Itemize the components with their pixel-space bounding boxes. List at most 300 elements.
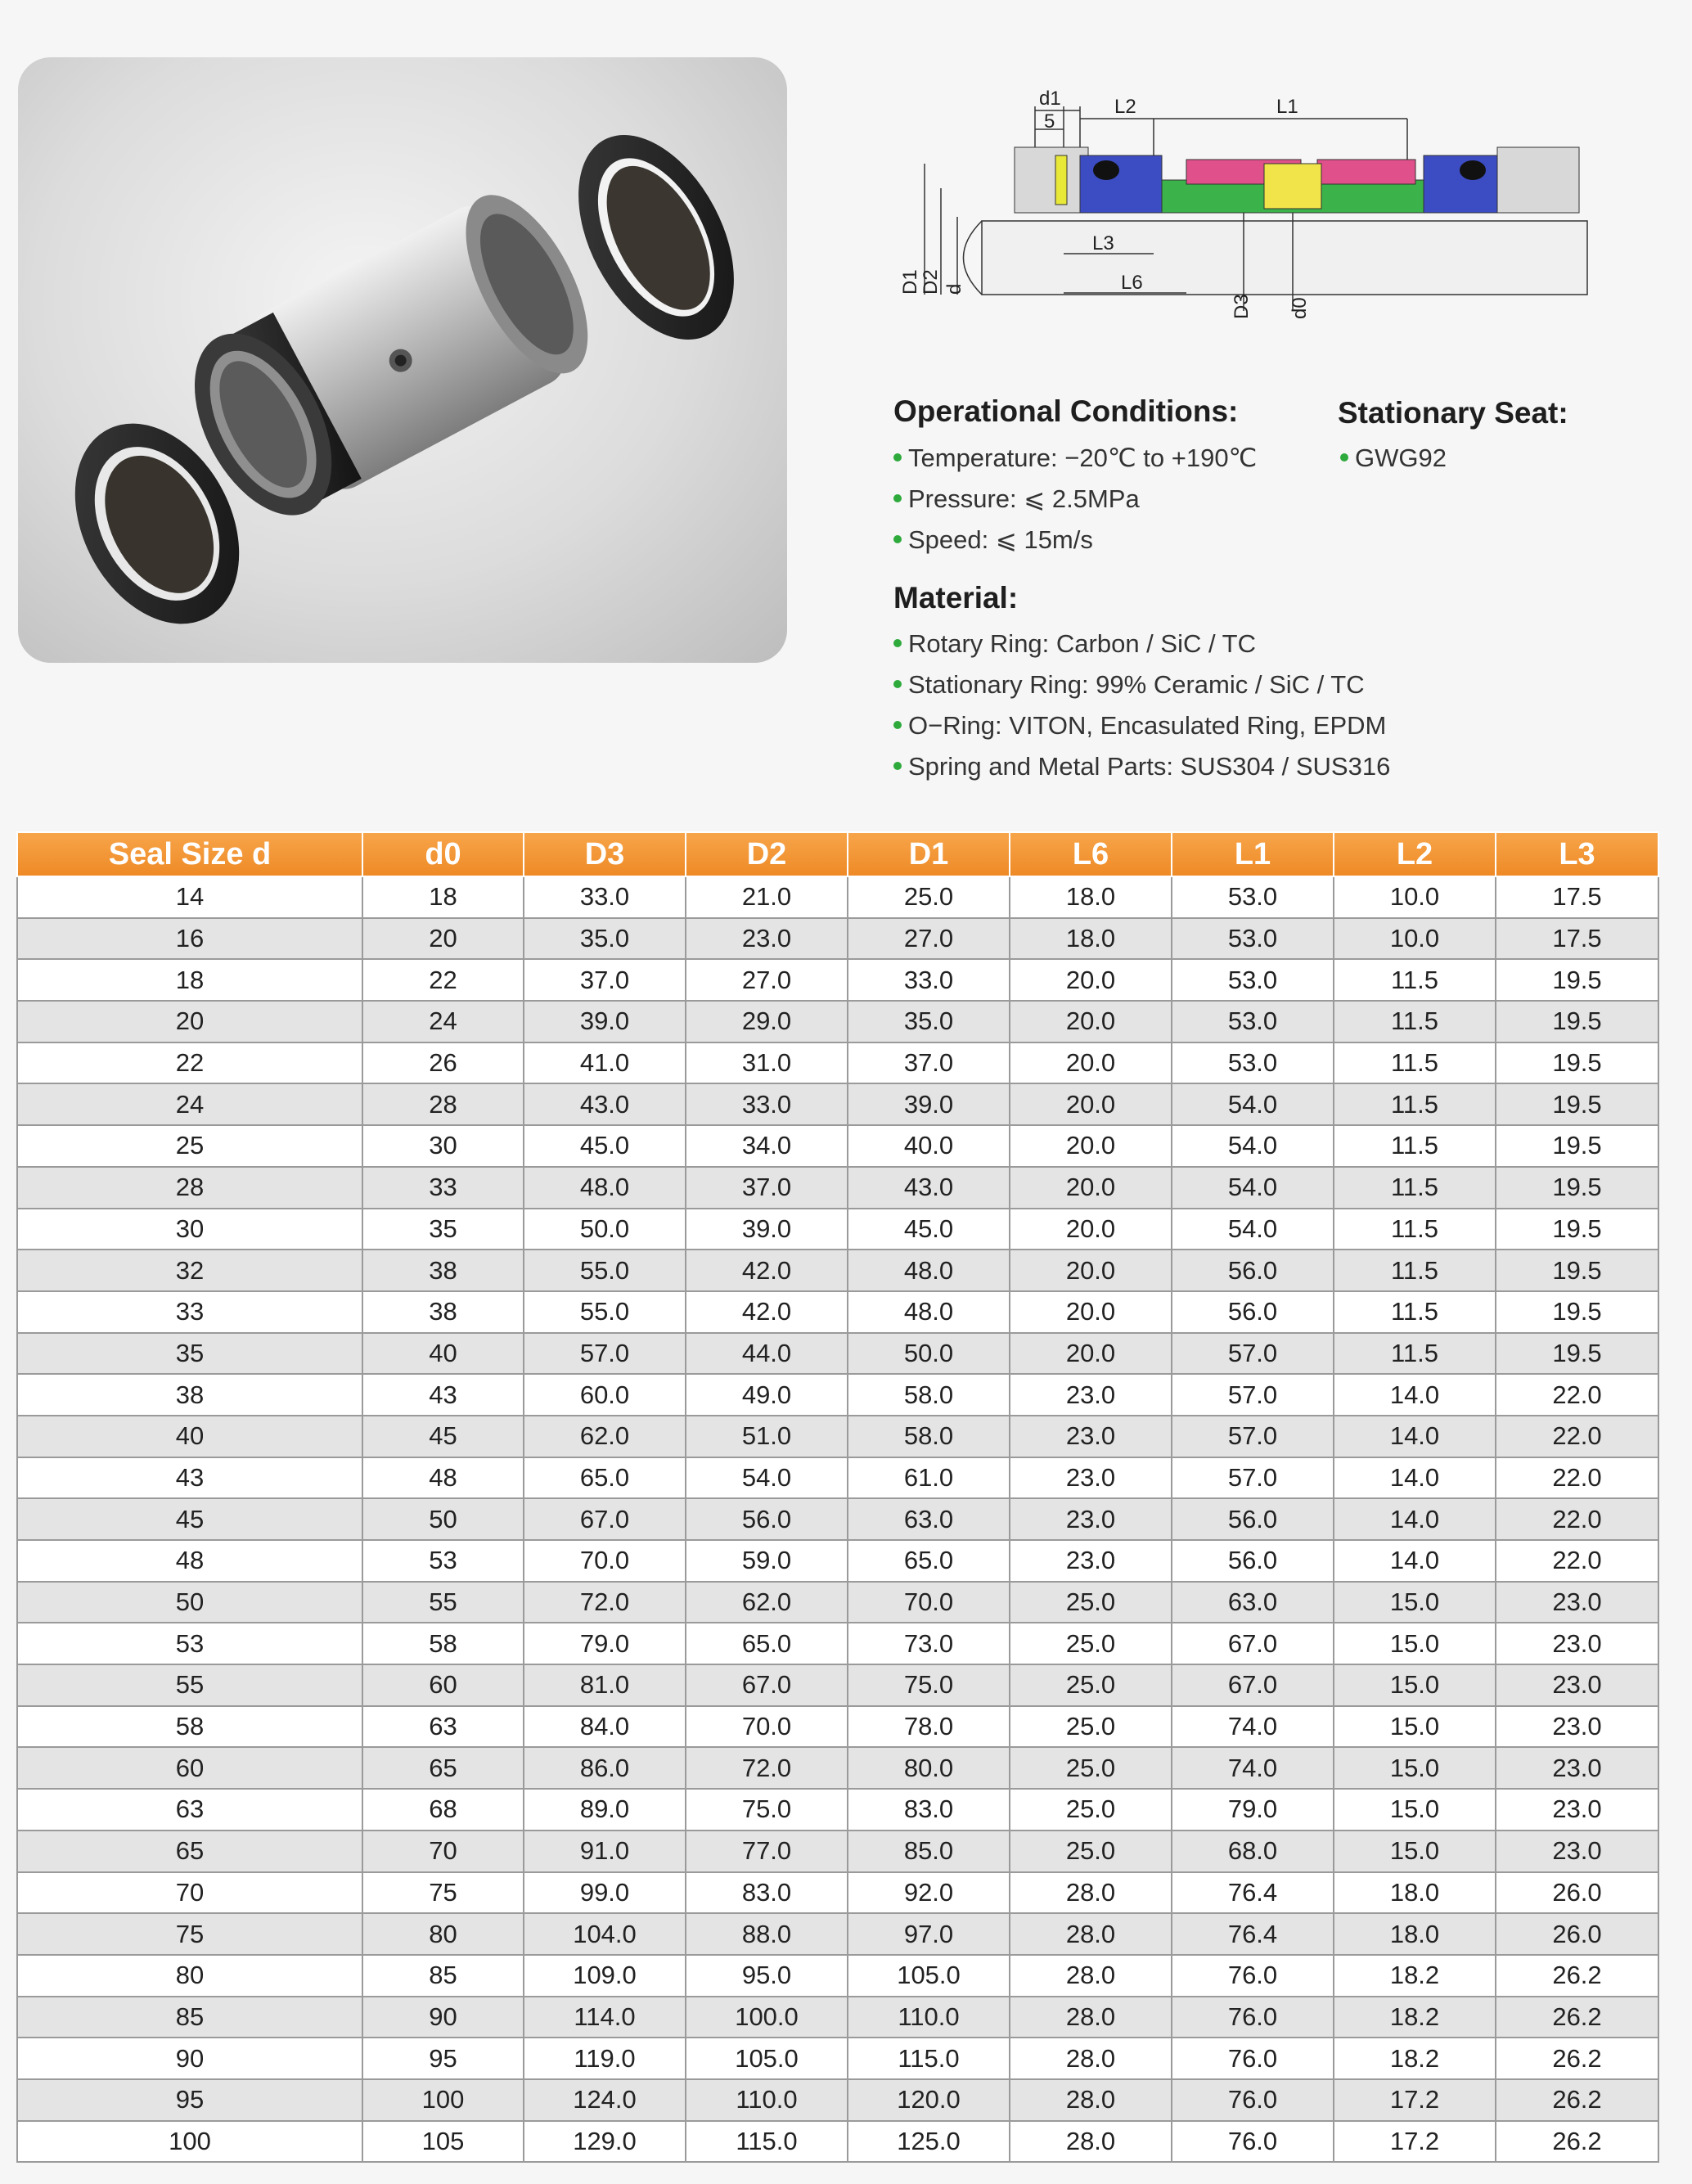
table-cell: 91.0 (524, 1831, 686, 1872)
table-cell: 72.0 (686, 1747, 848, 1789)
table-cell: 43.0 (524, 1083, 686, 1125)
table-cell: 50 (362, 1498, 524, 1540)
material-list (893, 624, 1390, 787)
table-cell: 39.0 (848, 1083, 1010, 1125)
dim-label-D1: D1 (899, 269, 921, 295)
stationary-seat-title: Stationary Seat: (1338, 396, 1568, 430)
table-cell: 99.0 (524, 1872, 686, 1914)
list-item: Temperature: −20℃ to +190℃ (893, 438, 1257, 479)
table-cell: 15.0 (1334, 1831, 1496, 1872)
table-cell: 11.5 (1334, 1125, 1496, 1167)
table-cell: 70 (362, 1831, 524, 1872)
table-cell: 57.0 (1172, 1374, 1334, 1416)
table-cell: 56.0 (1172, 1540, 1334, 1582)
table-cell: 51.0 (686, 1416, 848, 1457)
table-cell: 19.5 (1496, 1250, 1658, 1291)
table-cell: 63 (362, 1706, 524, 1748)
table-cell: 15.0 (1334, 1789, 1496, 1831)
table-cell: 65 (17, 1831, 362, 1872)
table-cell: 37.0 (848, 1042, 1010, 1084)
dim-label-d: d (943, 283, 965, 295)
table-cell: 110.0 (686, 2079, 848, 2121)
table-cell: 63.0 (848, 1498, 1010, 1540)
dim-label-D3: D3 (1231, 294, 1253, 319)
table-cell: 20.0 (1010, 1209, 1172, 1250)
table-cell: 26.0 (1496, 1913, 1658, 1955)
bullet-icon (893, 762, 902, 770)
table-cell: 43.0 (848, 1167, 1010, 1209)
table-cell: 115.0 (848, 2038, 1010, 2079)
table-row (17, 2038, 1658, 2079)
table-row (17, 2121, 1658, 2163)
table-cell: 23.0 (1010, 1498, 1172, 1540)
table-cell: 76.4 (1172, 1913, 1334, 1955)
table-cell: 27.0 (686, 959, 848, 1001)
table-cell: 23.0 (686, 918, 848, 960)
table-cell: 58.0 (848, 1374, 1010, 1416)
table-cell: 50.0 (524, 1209, 686, 1250)
table-cell: 120.0 (848, 2079, 1010, 2121)
operational-conditions-title: Operational Conditions: (893, 394, 1239, 428)
table-cell: 35.0 (524, 918, 686, 960)
table-cell: 53 (362, 1540, 524, 1582)
table-row (17, 1582, 1658, 1623)
table-cell: 76.0 (1172, 2121, 1334, 2163)
table-cell: 20.0 (1010, 1291, 1172, 1333)
table-cell: 23.0 (1496, 1747, 1658, 1789)
table-cell: 105.0 (686, 2038, 848, 2079)
table-cell: 85 (17, 1997, 362, 2038)
table-cell: 17.2 (1334, 2121, 1496, 2163)
table-cell: 53.0 (1172, 1042, 1334, 1084)
table-cell: 38 (362, 1250, 524, 1291)
dimensions-table (16, 831, 1659, 2163)
table-cell: 80 (362, 1913, 524, 1955)
table-cell: 26.2 (1496, 2121, 1658, 2163)
table-cell: 28.0 (1010, 1997, 1172, 2038)
table-cell: 90 (362, 1997, 524, 2038)
table-cell: 11.5 (1334, 1291, 1496, 1333)
table-cell: 11.5 (1334, 1250, 1496, 1291)
table-cell: 22.0 (1496, 1498, 1658, 1540)
table-row (17, 1374, 1658, 1416)
table-cell: 26.2 (1496, 1955, 1658, 1997)
table-cell: 18.0 (1334, 1913, 1496, 1955)
table-body (17, 876, 1658, 2162)
table-cell: 56.0 (1172, 1250, 1334, 1291)
column-header: D2 (686, 832, 848, 876)
table-cell: 76.0 (1172, 1997, 1334, 2038)
table-cell: 20.0 (1010, 1333, 1172, 1375)
table-cell: 23.0 (1496, 1706, 1658, 1748)
column-header: D3 (524, 832, 686, 876)
table-cell: 129.0 (524, 2121, 686, 2163)
table-cell: 26.2 (1496, 2038, 1658, 2079)
table-cell: 67.0 (686, 1664, 848, 1706)
table-row (17, 1664, 1658, 1706)
table-cell: 83.0 (686, 1872, 848, 1914)
table-cell: 76.0 (1172, 2038, 1334, 2079)
table-cell: 54.0 (1172, 1125, 1334, 1167)
list-item: Stationary Ring: 99% Ceramic / SiC / TC (893, 664, 1390, 705)
table-row (17, 1913, 1658, 1955)
table-cell: 25.0 (1010, 1789, 1172, 1831)
table-cell: 100 (362, 2079, 524, 2121)
table-cell: 14.0 (1334, 1498, 1496, 1540)
table-cell: 57.0 (524, 1333, 686, 1375)
table-cell: 29.0 (686, 1001, 848, 1042)
dim-label-d0: d0 (1289, 297, 1311, 319)
column-header: Seal Size d (17, 832, 362, 876)
table-cell: 42.0 (686, 1250, 848, 1291)
table-cell: 35.0 (848, 1001, 1010, 1042)
table-cell: 67.0 (524, 1498, 686, 1540)
table-cell: 43 (362, 1374, 524, 1416)
table-cell: 14.0 (1334, 1540, 1496, 1582)
table-cell: 70.0 (848, 1582, 1010, 1623)
table-row (17, 1083, 1658, 1125)
table-cell: 70.0 (686, 1706, 848, 1748)
cross-section-diagram (892, 82, 1604, 327)
table-cell: 23.0 (1010, 1540, 1172, 1582)
product-photo (18, 57, 787, 663)
table-cell: 20.0 (1010, 1042, 1172, 1084)
table-cell: 20.0 (1010, 959, 1172, 1001)
table-cell: 25.0 (1010, 1623, 1172, 1664)
table-row (17, 1333, 1658, 1375)
table-cell: 55.0 (524, 1291, 686, 1333)
table-cell: 18.0 (1334, 1872, 1496, 1914)
table-cell: 60 (362, 1664, 524, 1706)
table-cell: 25.0 (1010, 1664, 1172, 1706)
list-item: Spring and Metal Parts: SUS304 / SUS316 (893, 746, 1390, 787)
table-cell: 15.0 (1334, 1623, 1496, 1664)
table-row (17, 1209, 1658, 1250)
table-cell: 20.0 (1010, 1250, 1172, 1291)
list-item: Speed: ⩽ 15m/s (893, 520, 1257, 561)
bullet-icon (893, 535, 902, 543)
table-cell: 48 (17, 1540, 362, 1582)
table-cell: 65.0 (524, 1457, 686, 1499)
table-cell: 28 (362, 1083, 524, 1125)
table-cell: 16 (17, 918, 362, 960)
table-cell: 97.0 (848, 1913, 1010, 1955)
table-cell: 26 (362, 1042, 524, 1084)
table-cell: 25 (17, 1125, 362, 1167)
table-cell: 48.0 (848, 1291, 1010, 1333)
table-cell: 22 (362, 959, 524, 1001)
table-cell: 70 (17, 1872, 362, 1914)
table-cell: 74.0 (1172, 1706, 1334, 1748)
table-cell: 68 (362, 1789, 524, 1831)
table-cell: 56.0 (686, 1498, 848, 1540)
table-cell: 25.0 (1010, 1831, 1172, 1872)
table-cell: 24 (17, 1083, 362, 1125)
table-cell: 92.0 (848, 1872, 1010, 1914)
table-cell: 75 (362, 1872, 524, 1914)
table-cell: 21.0 (686, 876, 848, 918)
table-cell: 85 (362, 1955, 524, 1997)
table-cell: 85.0 (848, 1831, 1010, 1872)
table-cell: 88.0 (686, 1913, 848, 1955)
table-cell: 19.5 (1496, 1333, 1658, 1375)
table-cell: 100.0 (686, 1997, 848, 2038)
table-cell: 23.0 (1496, 1664, 1658, 1706)
table-cell: 11.5 (1334, 959, 1496, 1001)
table-cell: 15.0 (1334, 1706, 1496, 1748)
table-cell: 115.0 (686, 2121, 848, 2163)
table-row (17, 1125, 1658, 1167)
table-cell: 58 (17, 1706, 362, 1748)
table-cell: 11.5 (1334, 1083, 1496, 1125)
table-cell: 18.2 (1334, 1955, 1496, 1997)
list-item: Rotary Ring: Carbon / SiC / TC (893, 624, 1390, 664)
table-cell: 20.0 (1010, 1125, 1172, 1167)
table-cell: 11.5 (1334, 1001, 1496, 1042)
table-cell: 22 (17, 1042, 362, 1084)
table-cell: 14 (17, 876, 362, 918)
table-cell: 23.0 (1496, 1582, 1658, 1623)
table-cell: 63 (17, 1789, 362, 1831)
table-cell: 54.0 (686, 1457, 848, 1499)
table-row (17, 1042, 1658, 1084)
table-cell: 35 (362, 1209, 524, 1250)
table-cell: 86.0 (524, 1747, 686, 1789)
table-cell: 22.0 (1496, 1457, 1658, 1499)
table-cell: 57.0 (1172, 1457, 1334, 1499)
table-row (17, 876, 1658, 918)
table-cell: 26.0 (1496, 1872, 1658, 1914)
table-cell: 40.0 (848, 1125, 1010, 1167)
table-cell: 50.0 (848, 1333, 1010, 1375)
table-cell: 14.0 (1334, 1416, 1496, 1457)
table-cell: 114.0 (524, 1997, 686, 2038)
table-cell: 28 (17, 1167, 362, 1209)
table-cell: 28.0 (1010, 1913, 1172, 1955)
table-cell: 79.0 (524, 1623, 686, 1664)
table-cell: 55.0 (524, 1250, 686, 1291)
column-header: L2 (1334, 832, 1496, 876)
table-cell: 18.0 (1010, 918, 1172, 960)
table-cell: 56.0 (1172, 1291, 1334, 1333)
table-row (17, 1997, 1658, 2038)
table-row (17, 959, 1658, 1001)
table-cell: 17.5 (1496, 876, 1658, 918)
table-cell: 45 (362, 1416, 524, 1457)
table-cell: 18 (362, 876, 524, 918)
table-cell: 58.0 (848, 1416, 1010, 1457)
table-cell: 20.0 (1010, 1001, 1172, 1042)
table-row (17, 1457, 1658, 1499)
table-cell: 11.5 (1334, 1333, 1496, 1375)
list-item: GWG92 (1340, 438, 1447, 479)
table-cell: 40 (17, 1416, 362, 1457)
table-cell: 27.0 (848, 918, 1010, 960)
table-cell: 11.5 (1334, 1209, 1496, 1250)
stationary-seat-list (1340, 438, 1447, 479)
table-cell: 90 (17, 2038, 362, 2079)
table-cell: 65.0 (686, 1623, 848, 1664)
table-cell: 30 (362, 1125, 524, 1167)
table-cell: 28.0 (1010, 1955, 1172, 1997)
table-cell: 28.0 (1010, 1872, 1172, 1914)
table-cell: 76.4 (1172, 1872, 1334, 1914)
table-cell: 14.0 (1334, 1457, 1496, 1499)
table-cell: 35 (17, 1333, 362, 1375)
table-cell: 54.0 (1172, 1209, 1334, 1250)
table-cell: 45.0 (848, 1209, 1010, 1250)
table-cell: 25.0 (1010, 1706, 1172, 1748)
table-cell: 11.5 (1334, 1042, 1496, 1084)
table-row (17, 1872, 1658, 1914)
table-cell: 25.0 (1010, 1582, 1172, 1623)
table-cell: 62.0 (686, 1582, 848, 1623)
table-row (17, 1001, 1658, 1042)
table-cell: 73.0 (848, 1623, 1010, 1664)
table-cell: 48.0 (848, 1250, 1010, 1291)
table-cell: 19.5 (1496, 1291, 1658, 1333)
column-header: L3 (1496, 832, 1658, 876)
table-cell: 20.0 (1010, 1083, 1172, 1125)
table-cell: 15.0 (1334, 1664, 1496, 1706)
table-cell: 25.0 (848, 876, 1010, 918)
table-cell: 44.0 (686, 1333, 848, 1375)
table-cell: 63.0 (1172, 1582, 1334, 1623)
table-cell: 75 (17, 1913, 362, 1955)
table-cell: 19.5 (1496, 1001, 1658, 1042)
table-cell: 10.0 (1334, 918, 1496, 960)
table-cell: 53.0 (1172, 1001, 1334, 1042)
table-cell: 100 (17, 2121, 362, 2163)
table-cell: 78.0 (848, 1706, 1010, 1748)
table-cell: 48 (362, 1457, 524, 1499)
table-cell: 19.5 (1496, 959, 1658, 1001)
dim-label-L6: L6 (1121, 272, 1143, 294)
material-title: Material: (893, 581, 1019, 615)
table-cell: 67.0 (1172, 1623, 1334, 1664)
table-row (17, 1623, 1658, 1664)
table-row (17, 1831, 1658, 1872)
table-cell: 55 (362, 1582, 524, 1623)
table-cell: 76.0 (1172, 2079, 1334, 2121)
table-cell: 65.0 (848, 1540, 1010, 1582)
table-row (17, 1747, 1658, 1789)
column-header: L6 (1010, 832, 1172, 876)
table-cell: 28.0 (1010, 2079, 1172, 2121)
table-cell: 67.0 (1172, 1664, 1334, 1706)
table-cell: 60 (17, 1747, 362, 1789)
table-cell: 119.0 (524, 2038, 686, 2079)
table-cell: 83.0 (848, 1789, 1010, 1831)
column-header: D1 (848, 832, 1010, 876)
table-cell: 23.0 (1496, 1831, 1658, 1872)
table-cell: 20 (17, 1001, 362, 1042)
table-cell: 109.0 (524, 1955, 686, 1997)
dim-label-L1: L1 (1276, 96, 1298, 118)
table-cell: 14.0 (1334, 1374, 1496, 1416)
table-cell: 84.0 (524, 1706, 686, 1748)
table-cell: 49.0 (686, 1374, 848, 1416)
table-cell: 104.0 (524, 1913, 686, 1955)
table-row (17, 1167, 1658, 1209)
table-cell: 57.0 (1172, 1333, 1334, 1375)
table-cell: 33.0 (686, 1083, 848, 1125)
table-row (17, 1416, 1658, 1457)
table-cell: 23.0 (1010, 1374, 1172, 1416)
table-cell: 18 (17, 959, 362, 1001)
table-cell: 23.0 (1010, 1416, 1172, 1457)
table-cell: 70.0 (524, 1540, 686, 1582)
table-cell: 38 (362, 1291, 524, 1333)
table-cell: 23.0 (1010, 1457, 1172, 1499)
table-row (17, 1540, 1658, 1582)
table-cell: 22.0 (1496, 1540, 1658, 1582)
table-cell: 22.0 (1496, 1374, 1658, 1416)
bullet-icon (893, 494, 902, 502)
table-row (17, 1291, 1658, 1333)
table-cell: 20 (362, 918, 524, 960)
table-header-row (17, 832, 1658, 876)
table-cell: 33.0 (848, 959, 1010, 1001)
column-header: L1 (1172, 832, 1334, 876)
table-cell: 75.0 (848, 1664, 1010, 1706)
table-cell: 39.0 (524, 1001, 686, 1042)
table-cell: 95.0 (686, 1955, 848, 1997)
table-cell: 56.0 (1172, 1498, 1334, 1540)
mechanical-seal-illustration (18, 57, 787, 663)
table-cell: 37.0 (686, 1167, 848, 1209)
table-cell: 53.0 (1172, 876, 1334, 918)
table-cell: 34.0 (686, 1125, 848, 1167)
table-cell: 59.0 (686, 1540, 848, 1582)
table-cell: 42.0 (686, 1291, 848, 1333)
table-cell: 19.5 (1496, 1167, 1658, 1209)
table-cell: 57.0 (1172, 1416, 1334, 1457)
table-cell: 81.0 (524, 1664, 686, 1706)
table-cell: 105.0 (848, 1955, 1010, 1997)
table-cell: 15.0 (1334, 1582, 1496, 1623)
table-cell: 18.2 (1334, 1997, 1496, 2038)
table-row (17, 1250, 1658, 1291)
table-cell: 17.5 (1496, 918, 1658, 960)
table-cell: 76.0 (1172, 1955, 1334, 1997)
table-row (17, 2079, 1658, 2121)
table-cell: 43 (17, 1457, 362, 1499)
table-cell: 23.0 (1496, 1623, 1658, 1664)
table-cell: 77.0 (686, 1831, 848, 1872)
table-cell: 33 (362, 1167, 524, 1209)
table-cell: 23.0 (1496, 1789, 1658, 1831)
table-row (17, 918, 1658, 960)
table-cell: 19.5 (1496, 1083, 1658, 1125)
table-cell: 37.0 (524, 959, 686, 1001)
table-cell: 18.2 (1334, 2038, 1496, 2079)
table-cell: 25.0 (1010, 1747, 1172, 1789)
list-item: O−Ring: VITON, Encasulated Ring, EPDM (893, 705, 1390, 746)
table-cell: 79.0 (1172, 1789, 1334, 1831)
table-cell: 72.0 (524, 1582, 686, 1623)
dim-label-L2: L2 (1114, 96, 1136, 118)
table-cell: 110.0 (848, 1997, 1010, 2038)
table-cell: 75.0 (686, 1789, 848, 1831)
table-cell: 68.0 (1172, 1831, 1334, 1872)
column-header: d0 (362, 832, 524, 876)
table-cell: 31.0 (686, 1042, 848, 1084)
table-cell: 95 (362, 2038, 524, 2079)
table-cell: 80.0 (848, 1747, 1010, 1789)
table-cell: 54.0 (1172, 1083, 1334, 1125)
table-cell: 74.0 (1172, 1747, 1334, 1789)
